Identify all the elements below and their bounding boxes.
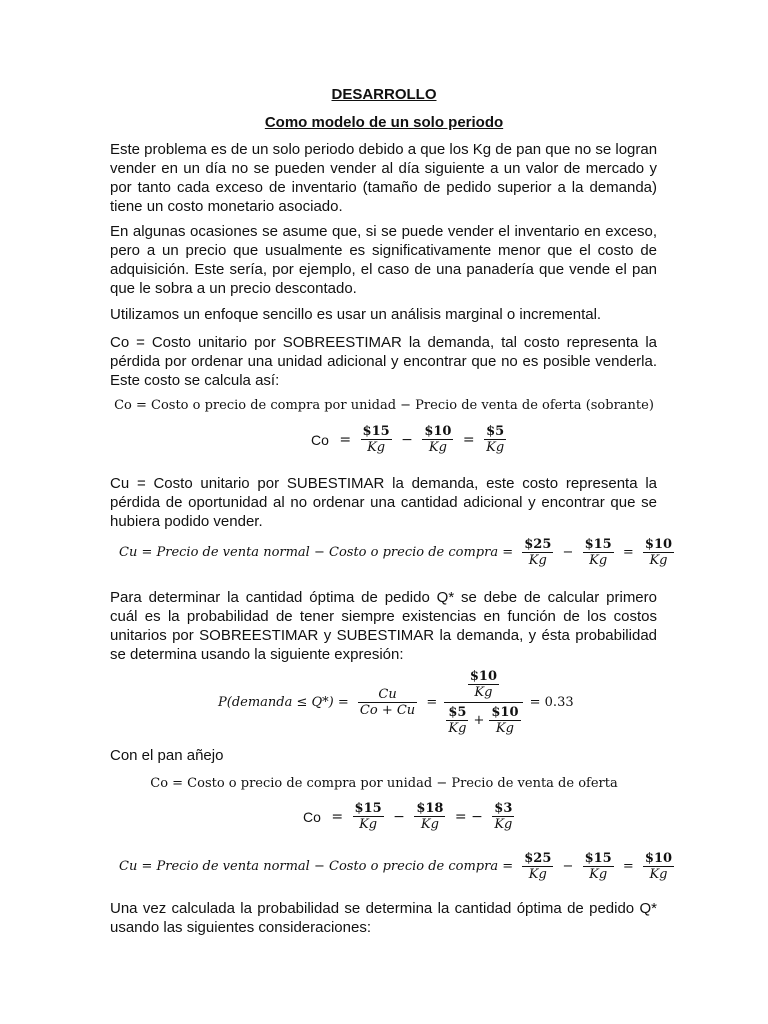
fraction: $\frac{\$15}{Kg}$ [584,851,612,882]
fraction: $\frac{\$15}{Kg}$ [354,801,382,832]
equation-co-values: Co = $\frac{\$15}{Kg}$ − $\frac{\$10}{Kg}$ = $\frac{\$5}{Kg}$ [311,424,505,455]
equation-co-stale-values: Co = $\frac{\$15}{Kg}$ − $\frac{\$18}{Kg}$ = − $\frac{\$3}{Kg}$ [303,801,513,832]
fraction: $\frac{\$10}{Kg}$ [424,424,452,455]
paragraph-6: Para determinar la cantidad óptima de pedido Q* se debe de calcular primero cuál es la probabilidad de tener siempre existencias en función de los costos unitarios por SOBREESTIMAR y SUBESTIMAR la demanda, y ésta probabilidad se determina usando la siguiente expresión: [110,589,657,663]
probability-result: = 0.33 [529,695,574,710]
equation-co-stale-definition: Co = Costo o precio de compra por unidad − Precio de venta de oferta [150,776,618,791]
equation-cu-stale-values: Cu = Precio de venta normal − Costo o precio de compra = $\frac{\$25}{Kg}$ − $\frac{\$15}{Kg}$ = $\frac{\$10}{Kg}$ [119,851,673,882]
fraction: $\frac{\$10}{Kg}$ [644,851,673,882]
paragraph-4: Co = Costo unitario por SOBREESTIMAR la demanda, tal costo representa la pérdida por ordenar una unidad adicional y encontrar que no es posible venderla. Este costo se calcula así: [110,334,657,389]
fraction: $\frac{\$3}{Kg}$ [494,801,513,832]
fraction: $\frac{Cu}{Co + Cu}$ [359,687,416,718]
fraction: $\frac{\$25}{Kg}$ [524,851,552,882]
paragraph-2: En algunas ocasiones se asume que, si se puede vender el inventario en exceso, pero a un precio que usualmente es significativamente menor que el costo de adquisición. Este sería, por ejemplo, el caso de una panadería que vende el pan que le sobra a un precio descontado. [110,223,657,297]
fraction: $\frac{\$15}{Kg}$ [362,424,390,455]
paragraph-3: Utilizamos un enfoque sencillo es usar un análisis marginal o incremental. [110,306,602,323]
equation-probability: P(demanda ≤ Q*) = $\frac{Cu}{Co + Cu}$ = $\frac{\$10}{Kg}$ $\frac{\$5}{Kg}$ + $\frac{\$10}{Kg}$ = 0.33 [215,669,577,736]
equation-cu-values: Cu = Precio de venta normal − Costo o precio de compra = $\frac{\$25}{Kg}$ − $\frac{\$15}{Kg}$ = $\frac{\$10}{Kg}$ [119,537,673,568]
paragraph-7: Con el pan añejo [110,747,224,764]
fraction: $\frac{\$25}{Kg}$ [524,537,552,568]
fraction: $\frac{\$18}{Kg}$ [416,801,444,832]
fraction: $\frac{\$15}{Kg}$ [584,537,612,568]
paragraph-5: Cu = Costo unitario por SUBESTIMAR la demanda, este costo representa la pérdida de oportunidad al no ordenar una cantidad adicional y encontrar que se hubiera podido vender. [110,475,657,530]
paragraph-8: Una vez calculada la probabilidad se determina la cantidad óptima de pedido Q* usando las siguientes consideraciones: [110,900,657,936]
equation-co-definition: Co = Costo o precio de compra por unidad − Precio de venta de oferta (sobrante) [114,398,654,413]
fraction: $\frac{\$10}{Kg}$ [644,537,673,568]
subheading: Como modelo de un solo periodo [264,114,504,131]
fraction: $\frac{\$5}{Kg}$ [486,424,505,455]
compound-fraction: $\frac{\$10}{Kg}$ $\frac{\$5}{Kg}$ + $\frac{\$10}{Kg}$ [444,669,522,736]
heading: DESARROLLO [331,86,437,103]
paragraph-1: Este problema es de un solo periodo debido a que los Kg de pan que no se logran vender en un día no se pueden vender al día siguiente a un valor de mercado y por tanto cada exceso de inventario (tamaño de pedido superior a la demanda) tiene un costo monetario asociado. [110,141,658,215]
